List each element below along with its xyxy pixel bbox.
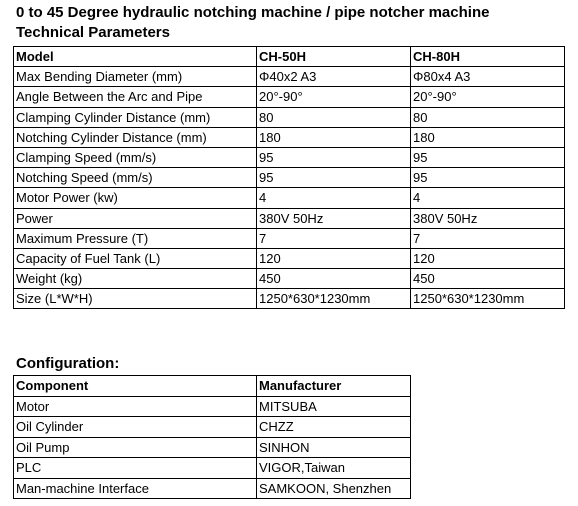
table-cell: 7 [411,228,565,248]
table-cell: 180 [257,127,411,147]
table-cell: Angle Between the Arc and Pipe [14,87,257,107]
table-cell: Notching Speed (mm/s) [14,168,257,188]
table-cell: 95 [257,168,411,188]
table-cell: 450 [411,269,565,289]
column-header-model: Model [14,47,257,67]
table-cell: Weight (kg) [14,269,257,289]
section-title-configuration: Configuration: [16,355,120,372]
table-cell: MITSUBA [257,396,411,417]
table-row [14,417,411,438]
table-row [14,147,565,167]
table-row [14,437,411,458]
table-row [14,67,565,87]
table-header-row [14,376,411,397]
table-row [14,458,411,479]
configuration-table [13,375,411,499]
table-row [14,248,565,268]
table-cell: Motor [14,396,257,417]
table-row [14,107,565,127]
table-cell: 120 [411,248,565,268]
column-header-ch-80h: CH-80H [411,47,565,67]
table-row [14,87,565,107]
table-row [14,168,565,188]
table-cell: SAMKOON, Shenzhen [257,478,411,499]
table-cell: Clamping Cylinder Distance (mm) [14,107,257,127]
table-cell: Oil Cylinder [14,417,257,438]
configuration-body [14,376,411,499]
table-cell: 380V 50Hz [257,208,411,228]
table-cell: Man-machine Interface [14,478,257,499]
table-cell: CHZZ [257,417,411,438]
column-header-manufacturer: Manufacturer [257,376,411,397]
table-cell: 1250*630*1230mm [257,289,411,309]
table-row [14,269,565,289]
table-cell: 4 [257,188,411,208]
table-header-row [14,47,565,67]
table-cell: VIGOR,Taiwan [257,458,411,479]
table-cell: Motor Power (kw) [14,188,257,208]
table-cell: Φ80x4 A3 [411,67,565,87]
table-row [14,478,411,499]
table-cell: 7 [257,228,411,248]
table-cell: Clamping Speed (mm/s) [14,147,257,167]
table-cell: 20°-90° [257,87,411,107]
table-cell: SINHON [257,437,411,458]
column-header-component: Component [14,376,257,397]
table-cell: 380V 50Hz [411,208,565,228]
table-cell: Maximum Pressure (T) [14,228,257,248]
table-row [14,188,565,208]
table-cell: 80 [411,107,565,127]
page-title: 0 to 45 Degree hydraulic notching machine / pipe notcher machine [16,4,490,21]
table-row [14,289,565,309]
section-title-technical-parameters: Technical Parameters [16,24,170,41]
column-header-ch-50h: CH-50H [257,47,411,67]
table-cell: 4 [411,188,565,208]
table-row [14,228,565,248]
table-cell: 1250*630*1230mm [411,289,565,309]
table-cell: Oil Pump [14,437,257,458]
table-cell: 450 [257,269,411,289]
table-cell: Size (L*W*H) [14,289,257,309]
table-cell: Φ40x2 A3 [257,67,411,87]
technical-parameters-table [13,46,565,309]
table-cell: PLC [14,458,257,479]
table-cell: Max Bending Diameter (mm) [14,67,257,87]
table-cell: 180 [411,127,565,147]
table-row [14,127,565,147]
table-cell: 80 [257,107,411,127]
table-cell: Capacity of Fuel Tank (L) [14,248,257,268]
table-cell: Notching Cylinder Distance (mm) [14,127,257,147]
table-cell: 95 [257,147,411,167]
table-row [14,396,411,417]
table-cell: Power [14,208,257,228]
table-cell: 95 [411,147,565,167]
table-cell: 95 [411,168,565,188]
technical-parameters-body [14,47,565,309]
table-cell: 120 [257,248,411,268]
table-cell: 20°-90° [411,87,565,107]
table-row [14,208,565,228]
